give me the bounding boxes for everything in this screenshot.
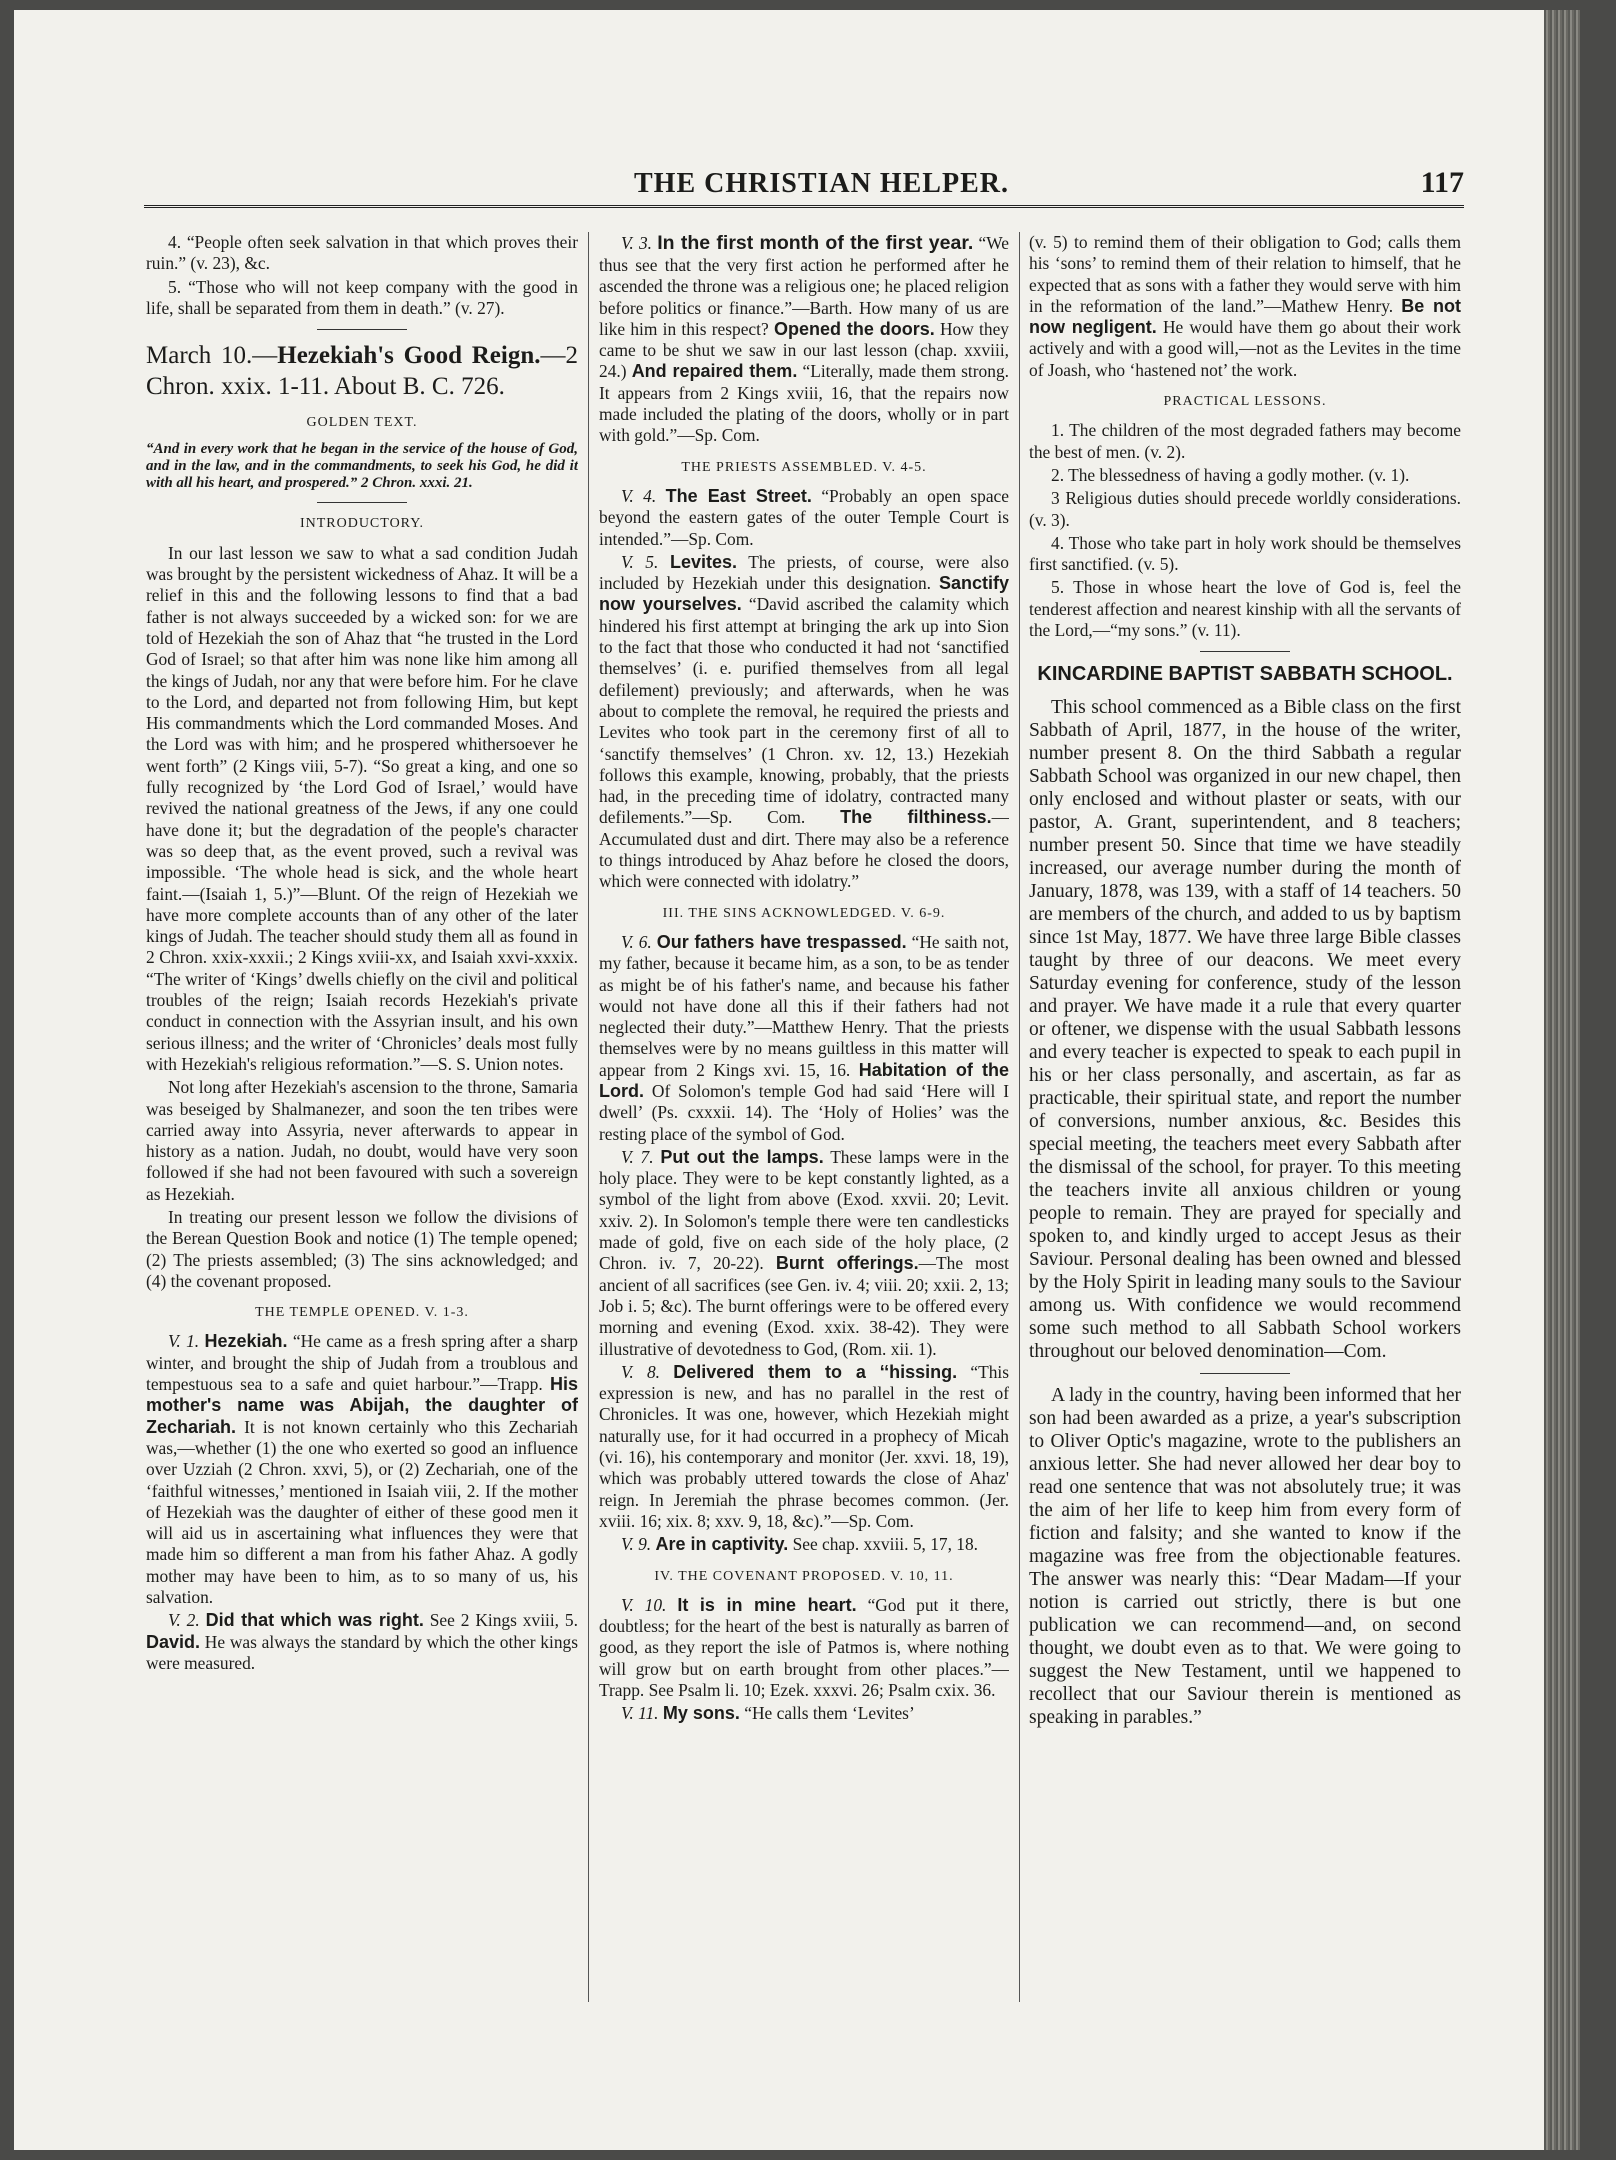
column-left — [146, 232, 578, 2002]
verse-text: Of Solomon's temple God had said ‘Here will I dwell’ (Ps. cxxxii. 14). The ‘Holy of Holies’ was the resting place of the symbol of God. — [599, 1080, 1009, 1144]
practical-lesson: 5. Those in whose heart the love of God is, feel the tenderest affection and nearest kinship with all the servants of the Lord,—“my sons.” (v. 11). — [1029, 577, 1461, 641]
verse-text: How they came to be shut we saw in our last lesson (chap. xxviii, 24.) — [599, 318, 1009, 382]
verse-ref: V. 3. — [621, 233, 652, 253]
verse-ref: V. 6. — [621, 931, 652, 952]
verse-keyword: Hezekiah. — [204, 1331, 288, 1352]
verse-keyword: Put out the lamps. — [660, 1146, 824, 1167]
verse-text: “Probably an open space beyond the eastern gates of the outer Temple Court is intended.”—Sp. Com. — [599, 485, 1009, 549]
verse-text: —Accumulated dust and dirt. There may also be a reference to things introduced by Ahaz before he closed the doors, which were connected with idolatry.” — [599, 807, 1009, 892]
verse-text: “He saith not, my father, because it became him, as a son, to be as tender as might be of his father's name, and because his father would not have done all this if their fathers had not neglected their duty.”—Matthew Henry. That the priests themselves were by no means guiltless in this matter will appear from 2 Kings xvi. 15, 16. — [599, 931, 1009, 1080]
verse-note — [599, 1362, 1009, 1532]
verse-ref: V. 8. — [621, 1361, 660, 1382]
verse-keyword: Sanctify now yourselves. — [599, 573, 1009, 615]
verse-text: He would have them go about their work actively and with a good will,—not as the Levites in the time of Joash, who ‘hastened not’ the work. — [1029, 317, 1461, 380]
verse-keyword: Habitation of the Lord. — [599, 1059, 1009, 1101]
verse-text: It is not known certainly who this Zechariah was,—whether (1) the one who exerted so good an influence over Uzziah (2 Chron. xxvi, 5), or (2) Zechariah, one of the ‘faithful witnesses,’ mentioned in Isaiah viii, 2. If the mother of Hezekiah was the daughter of either of these good men it will aid us in ascertaining what influences they were that made him so different a man from his father Ahaz. A godly mother may have been to him, as to so many of us, his salvation. — [146, 1416, 578, 1608]
practical-lesson: 3 Religious duties should precede worldly considerations. (v. 3). — [1029, 488, 1461, 530]
paragraph: A lady in the country, having been informed that her son had been awarded as a prize, a year's subscription to Oliver Optic's magazine, wrote to the publishers an anxious letter. She had never allowed her dear boy to read one sentence that was not absolutely true; it was the aim of her life to keep him from every form of fiction and falsity; and she wanted to know if the magazine was free from the objectionable features. The answer was nearly this: “Dear Madam—If your notion is carried out strictly, there is but one publication we can recommend—and, on second thought, we doubt even as to that. We were going to suggest the New Testament, until we happened to recollect that our Saviour therein is mentioned as speaking in parables.” — [1029, 1385, 1461, 1729]
verse-keyword: Levites. — [669, 551, 737, 572]
verse-note — [599, 1595, 1009, 1701]
verse-text: “He calls them ‘Levites’ — [744, 1703, 915, 1724]
verse-text: “This expression is new, and has no parallel in the rest of Chronicles. It was one, however, which Hezekiah might naturally use, for it had occurred in a prophecy of Micah (vi. 16), his contemporary and monitor (Jer. xxvi. 18, 19), which was probably uttered towards the close of Ahaz' reign. In Jeremiah the phrase becomes common. (Jer. xviii. 16; xix. 8; xxv. 9, 18, &c).”—Sp. Com. — [599, 1361, 1009, 1531]
verse-keyword: Are in captivity. — [655, 1534, 789, 1555]
paragraph: Not long after Hezekiah's ascension to the throne, Samaria was beseiged by Shalmanezer, and soon the ten tribes were carried away into Assyria, never afterwards to appear in history as a nation. Judah, no doubt, would have very soon followed if she had not been favoured with such a sovereign as Hezekiah. — [146, 1077, 578, 1204]
paragraph: In treating our present lesson we follow the divisions of the Berean Question Book and notice (1) The temple opened; (2) The priests assembled; (3) The sins acknowledged; and (4) the covenant proposed. — [146, 1206, 578, 1291]
verse-keyword: Be not now negligent. — [1029, 295, 1461, 338]
verse-keyword: David. — [146, 1631, 201, 1652]
verse-note — [1029, 232, 1461, 381]
verse-text: “We thus see that the very first action he performed after he ascended the throne was a religious one; he placed religion before politics or finance.”—Barth. How many of us are like him in this respect? — [599, 233, 1009, 339]
section-rule — [1200, 1373, 1290, 1374]
verse-note — [599, 1147, 1009, 1360]
verse-note — [599, 486, 1009, 550]
verse-keyword: Opened the doors. — [773, 318, 935, 339]
column-divider — [588, 232, 589, 2002]
verse-ref: V. 11. — [621, 1703, 659, 1724]
golden-text: “And in every work that he began in the service of the house of God, and in the law, and in the commandments, to seek his God, he did it with all his heart, and prospered.” 2 Chron. xxxi. 21. — [146, 441, 578, 492]
column-divider — [1019, 232, 1020, 2002]
verse-keyword: It is in mine heart. — [677, 1594, 857, 1615]
verse-keyword: His mother's name was Abijah, the daughter of Zechariah. — [146, 1374, 578, 1437]
verse-text: He was always the standard by which the other kings were measured. — [146, 1631, 578, 1673]
lesson-title — [146, 340, 578, 402]
verse-note — [599, 232, 1009, 447]
verse-ref: V. 4. — [621, 485, 657, 506]
practical-lessons-heading: PRACTICAL LESSONS. — [1163, 394, 1327, 410]
verse-keyword: And repaired them. — [631, 361, 798, 382]
verse-text: These lamps were in the holy place. They were to be kept constantly lighted, as a symbol of the light from above (Exod. xxvii. 20; Levit. xxiv. 2). In Solomon's temple there were ten candlesticks made of gold, five on each side of the holy place, (2 Chron. iv. 7, 20-22). — [599, 1146, 1009, 1274]
magazine-page — [14, 10, 1580, 2150]
verse-note — [599, 932, 1009, 1145]
verse-keyword: In the first month of the first year. — [657, 232, 974, 254]
golden-text-heading: GOLDEN TEXT. — [306, 415, 418, 431]
verse-keyword: Did that which was right. — [205, 1610, 424, 1631]
paragraph: This school commenced as a Bible class on the first Sabbath of April, 1877, in the house of the writer, number present 8. On the third Sabbath a regular Sabbath School was organized in our new chapel, then only enclosed and without plaster or seats, with our pastor, A. Grant, superintendent, and 8 teachers; number present 50. Since that time we have steadily increased, our average number during the month of January, 1878, was 139, with a staff of 14 teachers. 50 are members of the church, and added to us by baptism since 1st May, 1877. We have three large Bible classes taught by three of our deacons. We meet every Saturday evening for conference, study of the lesson and prayer. We have made it a rule that every quarter or oftener, we dispense with the usual Sabbath lessons and every teacher is expected to speak to each pupil in his or her class personally, and ascertain, as far as practicable, their spiritual state, and report the number of conversions, number anxious, &c. Besides this special meeting, the teachers meet every Sabbath after the dismissal of the school, for prayer. To this meeting the teachers invite all anxious children or young people to remain. They are prayed for specially and spoken to, and kindly urged to accept Jesus as their Saviour. Personal dealing has been owned and blessed by the Holy Spirit in leading many souls to the Saviour among us. With confidence we would recommend some such method to all Sabbath School workers throughout our beloved denomination—Com. — [1029, 697, 1461, 1363]
verse-keyword: Our fathers have trespassed. — [656, 931, 907, 952]
verse-keyword: Delivered them to a ‘‘hissing. — [673, 1361, 958, 1382]
column-middle — [599, 232, 1009, 2002]
verse-text: See chap. xxviii. 5, 17, 18. — [792, 1534, 979, 1555]
sins-acknowledged-heading: III. THE SINS ACKNOWLEDGED. V. 6-9. — [662, 905, 946, 921]
lesson-date: March 10.— — [146, 342, 278, 370]
practical-lesson: 2. The blessedness of having a godly mother. (v. 1). — [1051, 464, 1410, 485]
section-rule — [317, 502, 407, 503]
verse-text: “God put it there, doubtless; for the heart of the best is naturally as barren of good, as they report the isle of Patmos is, where nothing will grow but on earth brought from other places.”—Trapp. See Psalm li. 10; Ezek. xxxvi. 26; Psalm cxix. 36. — [599, 1594, 1009, 1700]
covenant-proposed-heading: IV. THE COVENANT PROPOSED. V. 10, 11. — [654, 1568, 954, 1584]
header-rule — [144, 205, 1464, 208]
verse-text: “Literally, made them strong. It appears from 2 Kings xviii, 16, that the repairs now made included the plating of the doors, wholly or in part with gold.”—Sp. Com. — [599, 361, 1009, 446]
verse-note — [599, 552, 1009, 893]
verse-ref: V. 2. — [168, 1610, 200, 1631]
page-edge — [1544, 10, 1580, 2150]
paragraph: 5. “Those who will not keep company with the good in life, shall be separated from them in death.” (v. 27). — [146, 276, 578, 318]
verse-text: —The most ancient of all sacrifices (see Gen. iv. 4; viii. 20; xxii. 2, 13; Job i. 5; &c). The burnt offerings were to be offered every morning and evening (Exod. xxix. 38-42). They were illustrative of devotedness to God, (Rom. xii. 1). — [599, 1253, 1009, 1359]
temple-opened-heading: THE TEMPLE OPENED. V. 1-3. — [255, 1305, 469, 1321]
kincardine-heading: KINCARDINE BAPTIST SABBATH SCHOOL. — [1037, 663, 1453, 686]
paragraph: 4. “People often seek salvation in that which proves their ruin.” (v. 23), &c. — [146, 232, 578, 274]
practical-lesson: 4. Those who take part in holy work should be themselves first sanctified. (v. 5). — [1029, 532, 1461, 575]
page-header — [144, 158, 1464, 208]
verse-note — [146, 1331, 578, 1608]
verse-text: “He came as a fresh spring after a sharp winter, and brought the ship of Judah from a troublous and tempestuous sea to a safe and quiet harbour.”—Trapp. — [146, 1331, 578, 1395]
lesson-name: Hezekiah's Good Reign. — [277, 342, 541, 370]
verse-text: The priests, of course, were also included by Hezekiah under this designation. — [599, 551, 1009, 594]
column-right — [1029, 232, 1461, 2002]
verse-ref: V. 1. — [168, 1331, 200, 1352]
verse-keyword: The filthiness. — [840, 807, 992, 828]
verse-ref: V. 7. — [621, 1146, 654, 1167]
verse-ref: V. 9. — [621, 1534, 652, 1555]
lesson-ref: —2 Chron. xxix. 1-11. About B. C. 726. — [146, 342, 578, 401]
priests-assembled-heading: THE PRIESTS ASSEMBLED. V. 4-5. — [681, 459, 927, 475]
verse-text: (v. 5) to remind them of their obligation to God; calls them his ‘sons’ to remind them of their relation to himself, that he expected that as sons with a father they would serve with him in the reformation of the land.”—Mathew Henry. — [1029, 232, 1461, 316]
verse-text: See 2 Kings xviii, 5. — [429, 1610, 578, 1631]
verse-keyword: My sons. — [662, 1703, 740, 1724]
verse-text: “David ascribed the calamity which hindered his first attempt at bringing the ark up into Sion to the fact that those who conducted it had not ‘sanctified themselves’ (i. e. purified themselves from all legal defilement) previously; and afterwards, when he was about to complete the removal, he required the priests and Levites who took part in the ceremony first of all to ‘sanctify themselves’ (1 Chron. xv. 12, 13.) Hezekiah follows this example, knowing, probably, that the priests had, in the preceding time of idolatry, contracted many defilements.”—Sp. Com. — [599, 594, 1009, 828]
section-rule — [1200, 651, 1290, 652]
section-rule — [317, 329, 407, 330]
verse-keyword: Burnt offerings. — [775, 1253, 919, 1274]
paragraph: In our last lesson we saw to what a sad condition Judah was brought by the persistent wickedness of Ahaz. It will be a relief in this and the following lessons to find that a bad father is not always succeeded by a wicked son: for we are told of Hezekiah the son of Ahaz that “he trusted in the Lord God of Israel; so that after him was none like him among all the kings of Judah, nor any that were before him. For he clave to the Lord, and departed not from following Him, but kept His commandments which the Lord commanded Moses. And the Lord was with him; and he prospered whithersoever he went forth” (2 Kings viii, 5-7). “So great a king, and one so fully recognized by ‘the Lord God of Israel,’ would have revived the national greatness of the Jews, if any one could have done it; but the degradation of the people's character was so deep that, as the event proved, such a revival was impossible. ‘The whole head is sick, and the whole heart faint.—(Isaiah 1, 5.)”—Blunt. Of the reign of Hezekiah we have more complete accounts than of any other of the later kings of Judah. The teacher should study them all as found in 2 Chron. xxix-xxxii.; 2 Kings xviii-xx, and Isaiah xxvi-xxxix. “The writer of ‘Kings’ dwells chiefly on the civil and political troubles of the reign; Isaiah records Hezekiah's private conduct in connection with the Assyrian insult, and his own serious illness; and the writer of ‘Chronicles’ deals most fully with Hezekiah's religious reformation.”—S. S. Union notes. — [146, 542, 578, 1074]
page-number: 117 — [1420, 166, 1464, 199]
verse-keyword: The East Street. — [665, 485, 812, 506]
verse-note — [146, 1610, 578, 1674]
running-title: THE CHRISTIAN HELPER. — [634, 168, 1009, 199]
practical-lesson: 1. The children of the most degraded fathers may become the best of men. (v. 2). — [1029, 420, 1461, 462]
introductory-heading: INTRODUCTORY. — [299, 516, 425, 532]
verse-ref: V. 10. — [621, 1594, 667, 1615]
verse-note — [599, 1534, 1009, 1555]
verse-ref: V. 5. — [621, 551, 659, 572]
verse-note — [599, 1703, 1009, 1724]
